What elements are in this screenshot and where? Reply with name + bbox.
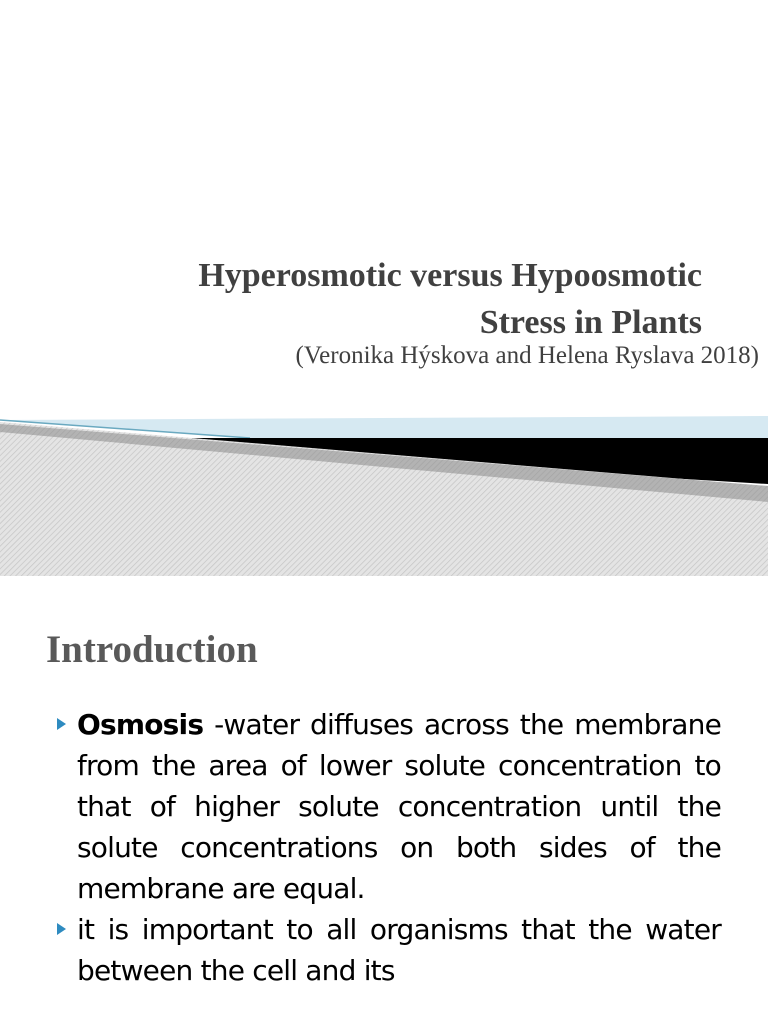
section-heading: Introduction [46, 628, 258, 671]
slide-subtitle: (Veronika Hýskova and Helena Ryslava 2018) [295, 342, 759, 369]
content-slide [0, 576, 768, 1024]
bullet-text: -water diffuses across the membrane from the area of lower solute concentration to that of higher solute concentration until the solute concentrations on both sides of the membrane are equal. [77, 708, 721, 905]
triangle-right-icon [57, 718, 66, 730]
slide-title-line-1: Hyperosmotic versus Hypoosmotic [198, 257, 702, 294]
slide-title-line-2: Stress in Plants [479, 304, 702, 341]
decorative-bands [0, 410, 768, 576]
bullet-item [0, 704, 768, 909]
slide-title [100, 252, 702, 346]
bullet-term: Osmosis [77, 708, 204, 741]
bullet-item [0, 909, 768, 991]
triangle-right-icon [57, 923, 66, 935]
bullet-text: it is important to all organisms that the water between the cell and its [77, 913, 721, 987]
bullet-list [0, 704, 768, 991]
